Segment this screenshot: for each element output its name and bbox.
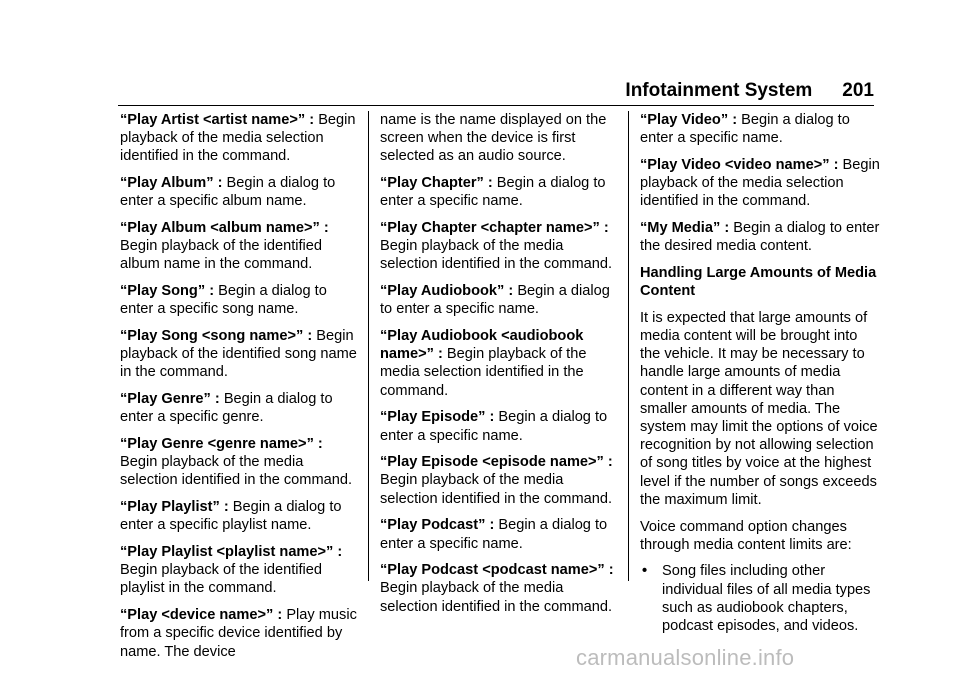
command-entry bbox=[120, 219, 360, 274]
bullet-item bbox=[640, 562, 880, 635]
page-number: 201 bbox=[842, 80, 874, 101]
command-label: “Play Album” : bbox=[120, 175, 223, 192]
command-description: Begin playback of the media selection identified in the command. bbox=[380, 238, 613, 273]
command-description: Begin a dialog to enter a specific song name. bbox=[120, 283, 327, 318]
header-rule bbox=[118, 105, 874, 106]
command-entry bbox=[120, 327, 360, 382]
command-description: Begin playback of the media selection identified in the command. bbox=[120, 454, 353, 489]
section-title: Infotainment System bbox=[625, 80, 813, 101]
command-label: “Play Song <song name>” : bbox=[120, 328, 313, 345]
command-entry bbox=[380, 282, 620, 318]
command-entry bbox=[120, 606, 360, 661]
command-description: Begin playback of the identified song name in the command. bbox=[120, 328, 357, 381]
command-entry bbox=[380, 516, 620, 552]
command-entry bbox=[380, 327, 620, 400]
command-label: “My Media” : bbox=[640, 220, 730, 237]
command-description: Begin a dialog to enter a specific album name. bbox=[120, 175, 336, 210]
command-description: Begin a dialog to enter a specific name. bbox=[380, 175, 606, 210]
command-entry bbox=[120, 498, 360, 534]
subsection-heading: Handling Large Amounts of Media Content bbox=[640, 264, 877, 300]
command-label: “Play Genre” : bbox=[120, 391, 220, 408]
command-label: “Play Playlist” : bbox=[120, 499, 229, 516]
command-description: Begin playback of the media selection identified in the command. bbox=[380, 580, 613, 615]
command-label: “Play Song” : bbox=[120, 283, 215, 300]
command-label: “Play Audiobook” : bbox=[380, 283, 514, 300]
command-entry bbox=[380, 453, 620, 508]
command-entry bbox=[120, 390, 360, 426]
command-description: Begin playback of the media selection identified in the command. bbox=[120, 112, 356, 165]
command-entry bbox=[120, 435, 360, 490]
column-divider bbox=[628, 111, 629, 581]
command-label: “Play Podcast” : bbox=[380, 517, 495, 534]
command-label: “Play Genre <genre name>” : bbox=[120, 436, 323, 453]
continued-text: name is the name displayed on the screen when the device is first selected as an audio source. bbox=[380, 112, 607, 165]
body-paragraph: It is expected that large amounts of media content will be brought into the vehicle. It may be necessary to handle large amounts of media content in a different way than smaller amounts of media. The system may limit the options of voice recognition by not allowing selection of song titles by voice at the highest level if the number of songs exceeds the maximum limit. bbox=[640, 309, 878, 508]
command-description: Begin a dialog to enter a specific name. bbox=[640, 112, 850, 147]
command-label: “Play Playlist <playlist name>” : bbox=[120, 544, 343, 561]
command-label: “Play Chapter <chapter name>” : bbox=[380, 220, 609, 237]
command-description: Begin a dialog to enter a specific playlist name. bbox=[120, 499, 342, 534]
bullet-text: Song files including other individual files of all media types such as audiobook chapters, podcast episodes, and videos. bbox=[662, 563, 871, 635]
page-header bbox=[625, 80, 874, 102]
column-2 bbox=[380, 111, 620, 624]
command-entry bbox=[380, 219, 620, 274]
command-description: Begin a dialog to enter a specific name. bbox=[380, 283, 610, 318]
command-label: “Play <device name>” : bbox=[120, 607, 283, 624]
command-entry bbox=[640, 156, 880, 211]
command-entry bbox=[120, 111, 360, 166]
command-description: Begin a dialog to enter a specific genre. bbox=[120, 391, 333, 426]
command-entry bbox=[380, 408, 620, 444]
watermark: carmanualsonline.info bbox=[576, 645, 795, 670]
command-label: “Play Chapter” : bbox=[380, 175, 493, 192]
command-description: Begin a dialog to enter the desired media content. bbox=[640, 220, 880, 255]
column-divider bbox=[368, 111, 369, 581]
command-entry bbox=[120, 174, 360, 210]
command-description: Begin playback of the media selection identified in the command. bbox=[380, 472, 613, 507]
command-description: Begin playback of the identified playlist in the command. bbox=[120, 562, 323, 597]
command-description: Begin playback of the media selection identified in the command. bbox=[380, 346, 587, 399]
command-label: “Play Episode <episode name>” : bbox=[380, 454, 613, 471]
body-paragraph: Voice command option changes through media content limits are: bbox=[640, 518, 852, 553]
command-label: “Play Album <album name>” : bbox=[120, 220, 329, 237]
command-label: “Play Audiobook <audiobook name>” : bbox=[380, 328, 584, 363]
bullet-marker: • bbox=[642, 563, 648, 580]
command-label: “Play Video” : bbox=[640, 112, 738, 128]
command-label: “Play Artist <artist name>” : bbox=[120, 112, 315, 128]
command-description: Begin a dialog to enter a specific name. bbox=[380, 517, 608, 552]
command-entry bbox=[120, 543, 360, 598]
command-label: “Play Episode” : bbox=[380, 409, 495, 426]
command-label: “Play Podcast <podcast name>” : bbox=[380, 562, 614, 579]
command-entry bbox=[120, 282, 360, 318]
column-3 bbox=[640, 111, 880, 635]
command-entry bbox=[640, 111, 880, 147]
command-entry bbox=[640, 219, 880, 255]
command-description: Begin playback of the media selection identified in the command. bbox=[640, 156, 880, 210]
column-1 bbox=[120, 111, 360, 669]
command-description: Begin playback of the identified album name in the command. bbox=[120, 238, 323, 273]
command-label: “Play Video <video name>” : bbox=[640, 156, 839, 173]
command-description: Play music from a specific device identified by name. The device bbox=[120, 607, 357, 660]
command-entry bbox=[380, 174, 620, 210]
command-description: Begin a dialog to enter a specific name. bbox=[380, 409, 608, 444]
command-entry bbox=[380, 561, 620, 616]
